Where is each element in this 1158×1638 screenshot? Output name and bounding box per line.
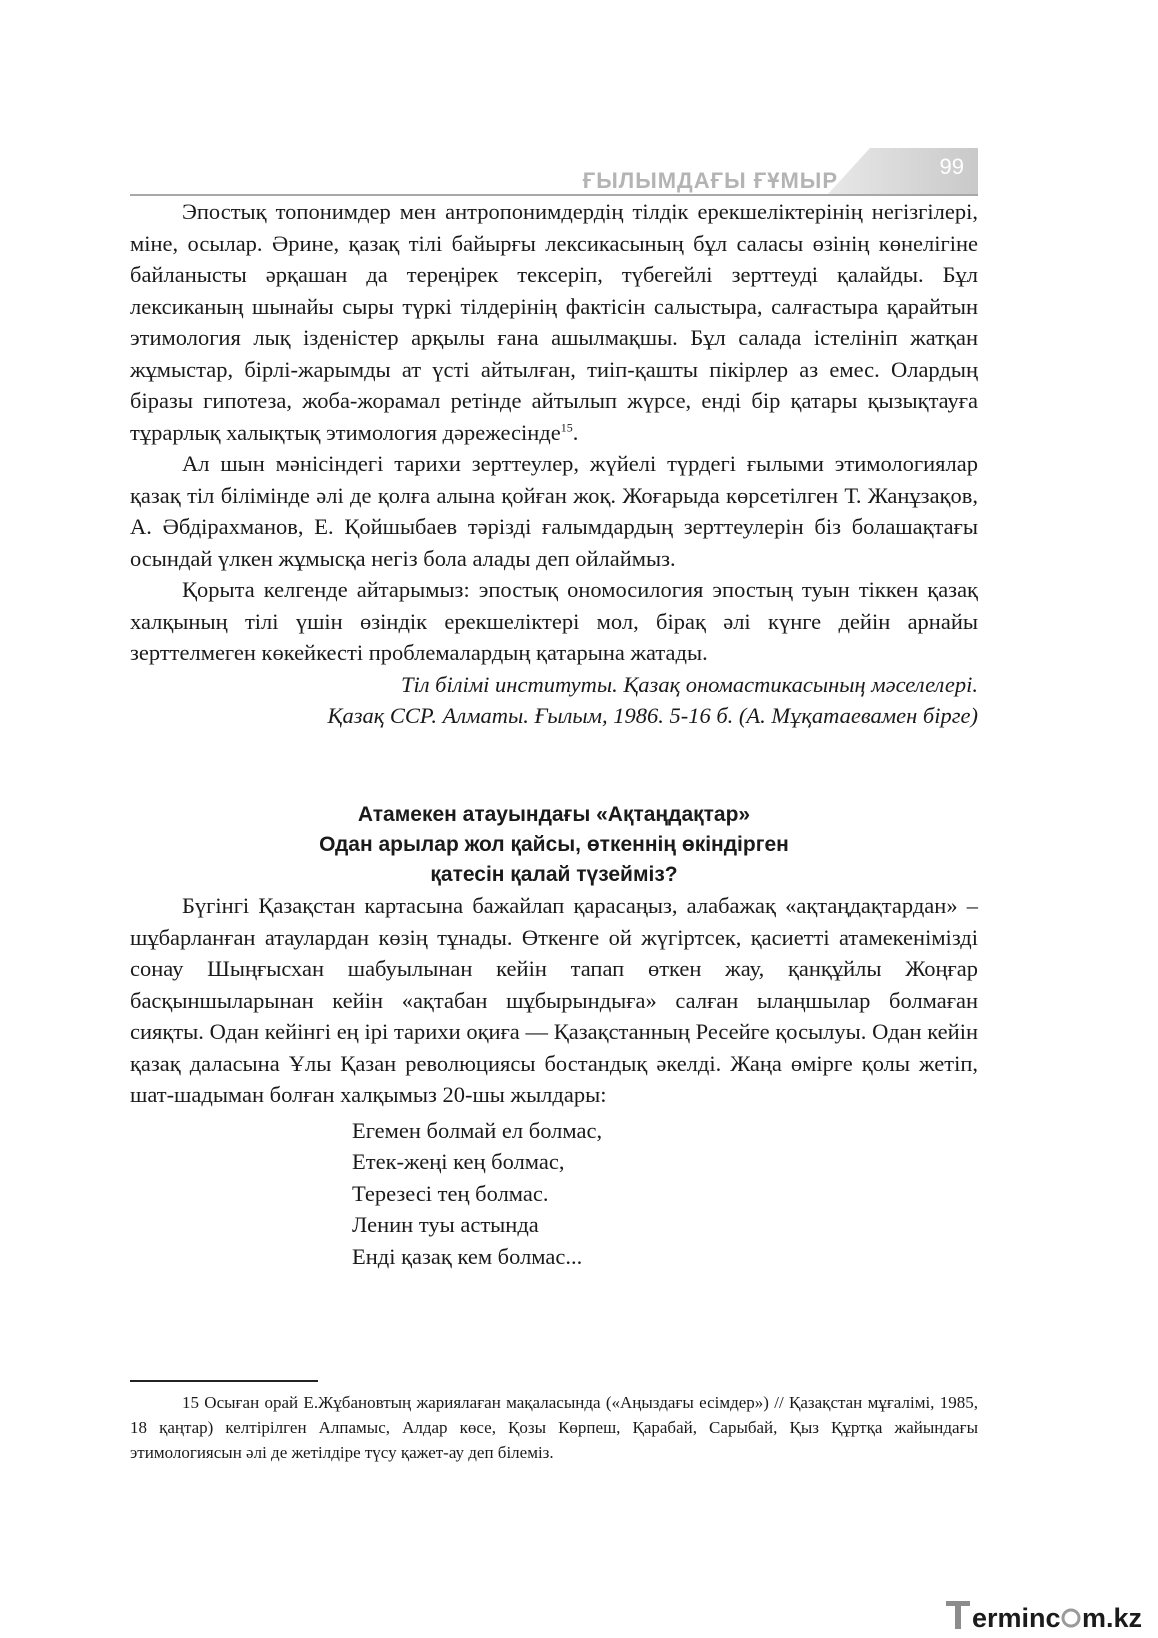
footnote-reference: 15 [560,420,573,434]
poem-line: Етек-жеңі кең болмас, [352,1149,565,1174]
running-header [130,148,978,196]
poem [130,1115,978,1273]
termincom-logo [946,1597,1156,1631]
poem-line: Терезесі тең болмас. [352,1180,549,1206]
logo-o-icon [1063,1610,1079,1626]
citation-line: Қазақ ССР. Алматы. Ғылым, 1986. 5-16 б. (А. Мұқатаевамен бірге) [327,703,978,728]
footnote-separator [130,1380,318,1382]
paragraph-end: . [572,419,579,445]
article-heading-line: Атамекен атауындағы «Ақтаңдақтар» [357,803,751,826]
citation-line: Тіл білімі институты. Қазақ ономастикасының мәселелері. [400,671,978,697]
poem-line: Енді қазақ кем болмас... [352,1243,583,1269]
section-title: ҒЫЛЫМДАҒЫ ҒҰМЫР [582,168,838,193]
article-2-body [130,800,978,1272]
paragraph [130,196,978,448]
logo-mark [946,1597,1156,1633]
article-heading-line: қатесін қалай түзейміз? [430,863,678,886]
page-number: 99 [939,154,964,179]
logo-text-part2: m.kz [1082,1603,1143,1633]
paragraph: Бүгінгі Қазақстан картасына бажайлап қарасаңыз, алабажақ «ақтаңдақтардан» – шұбарланған атаулардан көзің тұнады. Өткенге ой жүгіртсек, қасиетті атамекенімізді сонау Шыңғысхан шабуылынан кейін тапап өткен жау, қанқұйлы Жоңғар басқыншыларынан кейін «ақтабан шұбырындыға» салған ылаңшылар болмаған сияқты. Одан кейінгі ең ірі тарихи оқиға — Қазақстанның Ресейге қосылуы. Одан кейін қазақ даласына Ұлы Қазан революциясы бостандық әкелді. Жаңа өмірге қолы жетіп, шат-шадыман болған халқымыз 20-шы жылдары: [130,893,978,1107]
article-1-body [130,196,978,732]
paragraph-text: Эпостық топонимдер мен антропонимдердің тілдік ерекшеліктерінің негізгілері, міне, осылар. Әрине, қазақ тілі байырғы лексикасының бұл саласы өзінің көнелігіне байланысты әрқашан да тереңірек тексеріп, түбегейлі зерттеуді қалайды. Бұл лексиканың шынайы сыры түркі тілдерінің фактісін салыстыра, салғастыра қарайтын этимология лық ізденістер арқылы ғана ашылмақшы. Бұл салада істелініп жатқан жұмыстар, бірлі-жарымды ат үсті айтылған, тиіп-қашты пікірлер аз емес. Олардың біразы гипотеза, жоба-жорамал ретінде айтылып жүрсе, енді бір қатары қызықтауға тұрарлық халықтық этимология дәрежесінде [130,199,978,445]
poem-line: Ленин туы астында [352,1212,539,1237]
logo-text-part1: erminc [972,1603,1061,1633]
footnote: 15 Осыған орай Е.Жұбановтың жариялаған мақаласында («Аңыздағы есімдер») // Қазақстан мұғалімі, 1985, 18 қаңтар) келтірілген Алпамыс, Алдар көсе, Қозы Көрпеш, Қарабай, Сарыбай, Қыз Құртқа жайындағы этимологиясын әлі де жетілдіре түсу қажет-ау деп білеміз. [130,1393,978,1462]
poem-line: Егемен болмай ел болмас, [352,1117,603,1143]
article-heading-line: Одан арылар жол қайсы, өткеннің өкіндірген [319,833,789,856]
paragraph: Ал шын мәнісіндегі тарихи зерттеулер, жүйелі түрдегі ғылыми этимологиялар қазақ тіл білімінде әлі де қолға алына қойған жоқ. Жоғарыда көрсетілген Т. Жанұзақов, А. Әбдірахманов, Е. Қойшыбаев тәрізді ғалымдардың зерттеулерін біз болашақтағы осындай үлкен жұмысқа негіз бола алады деп ойлаймыз. [130,451,978,571]
paragraph: Қорыта келгенде айтарымыз: эпостық ономосилогия эпостың туын тіккен қазақ халқының тілі үшін өзіндік ерекшеліктері мол, бірақ әлі күнге дейін арнайы зерттелмеген көкейкесті проблемалардың қатарына жатады. [130,577,978,665]
